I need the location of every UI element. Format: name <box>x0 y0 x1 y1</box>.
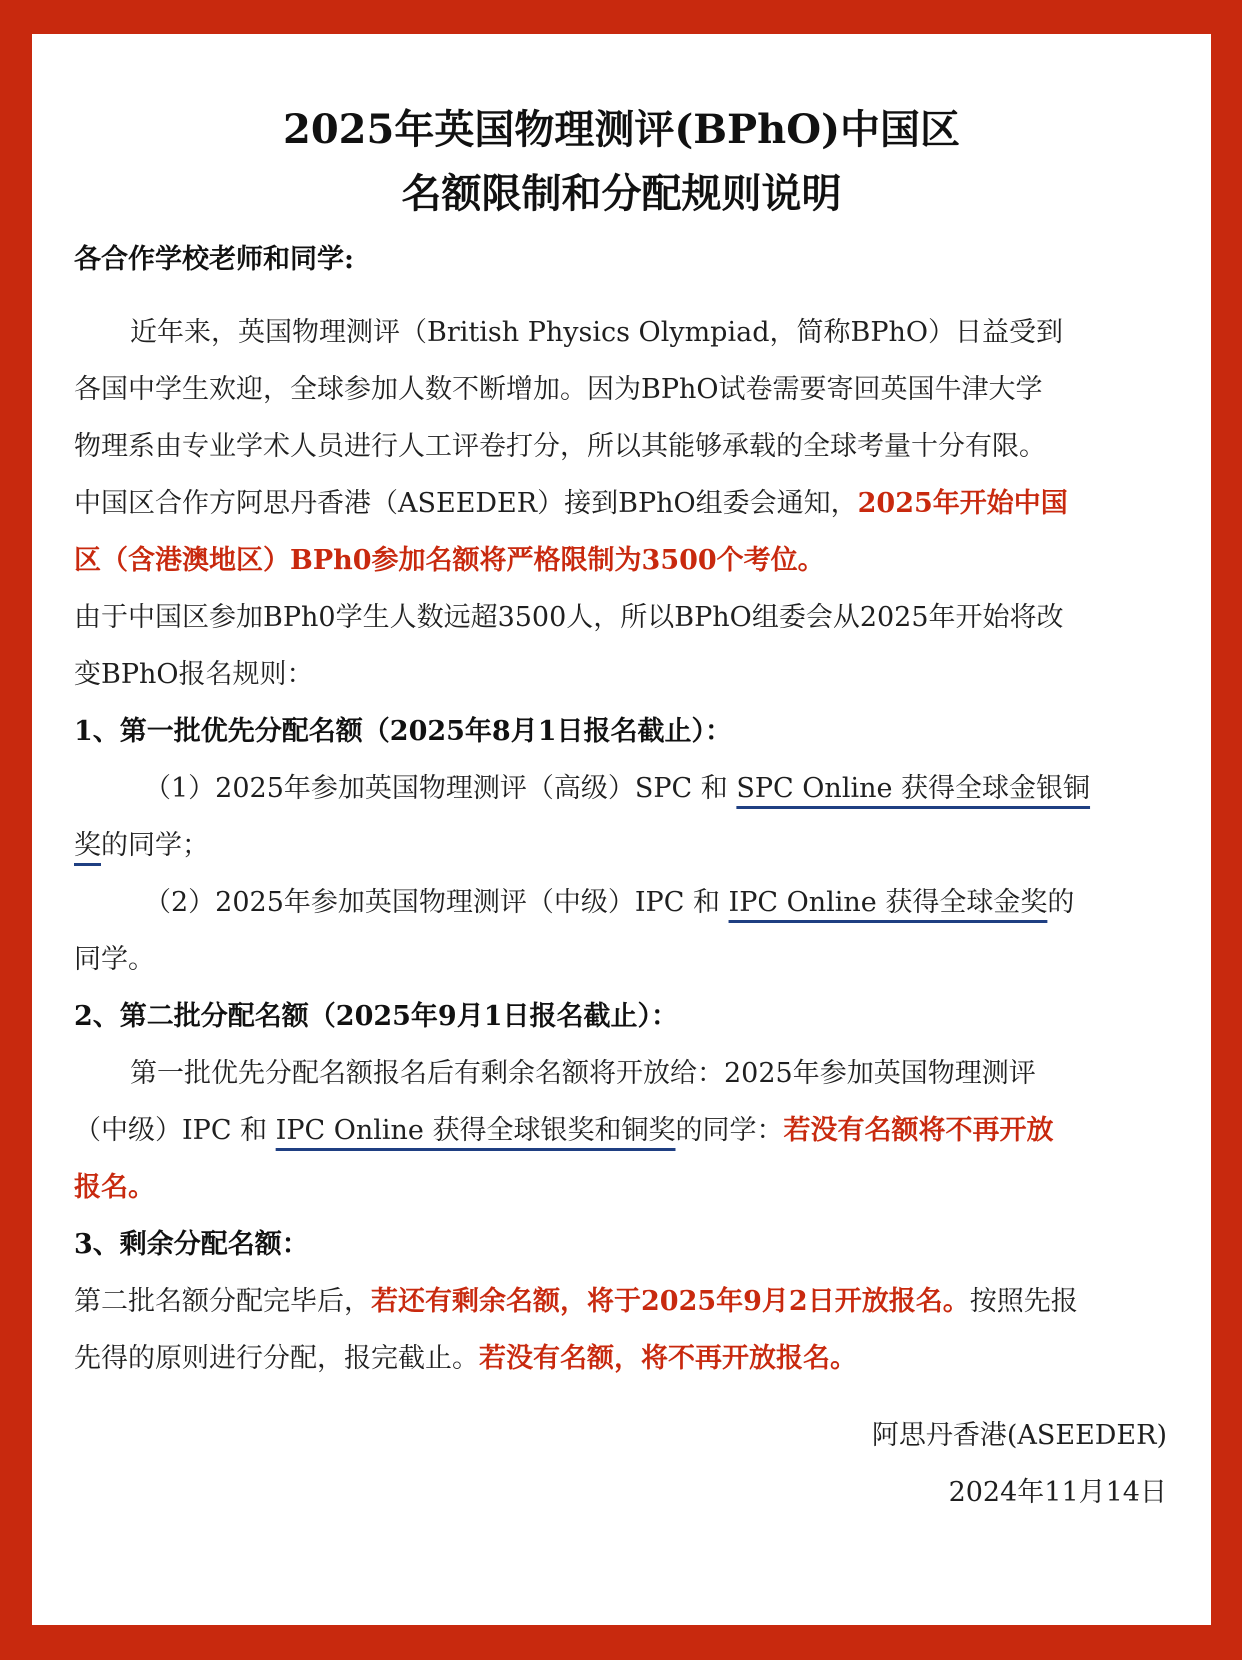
section-3-highlight-2: 若没有名额，将不再开放报名。 <box>479 1343 857 1374</box>
section-3-highlight-1: 若还有剩余名额，将于2025年9月2日开放报名。 <box>371 1286 970 1317</box>
section-2-line-2-text: （中级）IPC 和 <box>74 1115 276 1146</box>
section-2-heading: 2、第二批分配名额（2025年9月1日报名截止）： <box>74 1001 679 1032</box>
item-2-text: （2）2025年参加英国物理测评（中级）IPC 和 <box>144 887 729 918</box>
section-2-line-2-mid: 的同学： <box>675 1115 784 1146</box>
intro-line-1: 近年来，英国物理测评（British Physics Olympiad，简称BPhO）日益受到 <box>130 317 1064 348</box>
item-1-underlined: SPC Online 获得全球金银铜 <box>736 773 1091 804</box>
item-1-underlined-cont: 奖 <box>74 830 101 861</box>
section-3-heading: 3、剩余分配名额： <box>74 1229 309 1260</box>
section-2-underlined: IPC Online 获得全球银奖和铜奖 <box>275 1115 676 1146</box>
intro-line-4 <box>74 490 1068 517</box>
intro-line-6: 由于中国区参加BPh0学生人数远超3500人，所以BPhO组委会从2025年开始将改 <box>74 602 1064 633</box>
item-2-suffix: 的 <box>1047 887 1075 918</box>
title-line-2: 名额限制和分配规则说明 <box>401 170 842 217</box>
section-2-highlight-cont: 报名。 <box>74 1172 155 1203</box>
section-1-item-1 <box>144 775 1090 802</box>
item-2-underlined: IPC Online 获得全球金奖 <box>728 887 1048 918</box>
section-3-line-1 <box>74 1288 1078 1315</box>
notice-document <box>32 34 1211 1625</box>
section-3-line-2-text: 先得的原则进行分配，报完截止。 <box>74 1343 479 1374</box>
section-3-line-1-suffix: 按照先报 <box>969 1286 1078 1317</box>
section-1-item-2-cont: 同学。 <box>74 944 155 975</box>
item-1-text: （1）2025年参加英国物理测评（高级）SPC 和 <box>144 773 737 804</box>
title-line-1: 2025年英国物理测评(BPhO)中国区 <box>283 106 960 153</box>
section-1-heading: 1、第一批优先分配名额（2025年8月1日报名截止）： <box>74 716 733 747</box>
intro-line-2: 各国中学生欢迎，全球参加人数不断增加。因为BPhO试卷需要寄回英国牛津大学 <box>74 374 1043 405</box>
item-1-suffix: 的同学； <box>101 830 209 861</box>
section-1-item-2 <box>144 889 1074 916</box>
section-2-line-1: 第一批优先分配名额报名后有剩余名额将开放给：2025年参加英国物理测评 <box>130 1058 1036 1089</box>
highlight-quota-limit: 区（含港澳地区）BPh0参加名额将严格限制为3500个考位。 <box>74 545 825 576</box>
section-2-highlight: 若没有名额将不再开放 <box>783 1115 1054 1146</box>
section-3-line-2 <box>74 1345 857 1372</box>
signature-date: 2024年11月14日 <box>948 1477 1167 1508</box>
section-2-line-2 <box>74 1117 1053 1144</box>
intro-line-3: 物理系由专业学术人员进行人工评卷打分，所以其能够承载的全球考量十分有限。 <box>74 431 1046 462</box>
highlight-quota-start: 2025年开始中国 <box>857 488 1068 519</box>
section-3-line-1-text: 第二批名额分配完毕后， <box>74 1286 371 1317</box>
intro-line-4-text: 中国区合作方阿思丹香港（ASEEDER）接到BPhO组委会通知， <box>74 488 858 519</box>
intro-line-7: 变BPhO报名规则： <box>74 659 314 690</box>
section-1-item-1-cont <box>74 832 209 859</box>
signature-org: 阿思丹香港(ASEEDER) <box>871 1420 1167 1451</box>
greeting: 各合作学校老师和同学: <box>74 244 354 275</box>
